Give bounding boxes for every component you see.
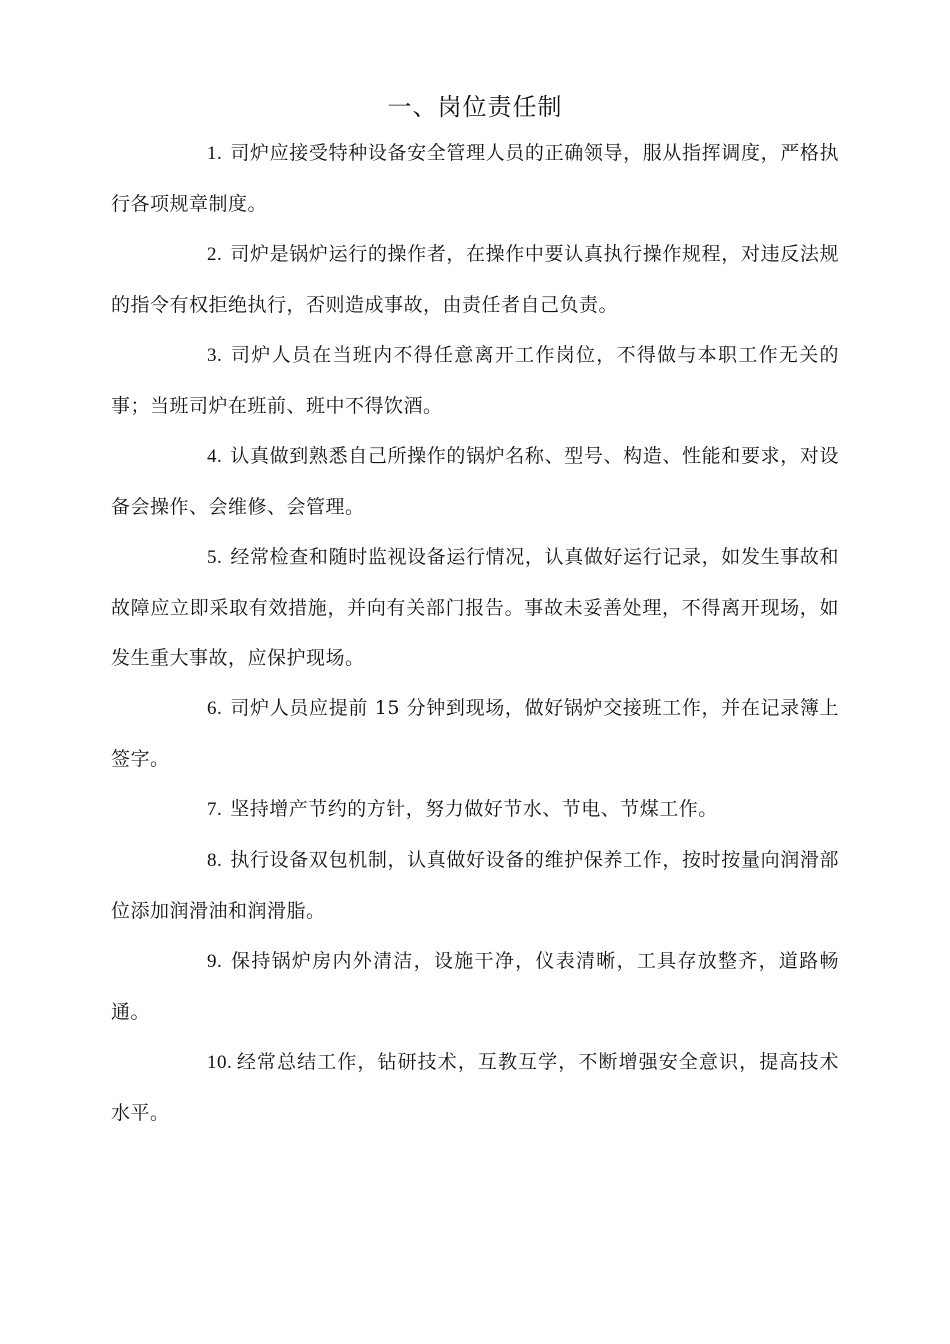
list-item xyxy=(111,229,839,330)
item-text: 坚持增产节约的方针，努力做好节水、节电、节煤工作。 xyxy=(230,798,718,820)
page-title: 一、岗位责任制 xyxy=(387,93,563,121)
item-number: 3. xyxy=(207,345,223,366)
document-page xyxy=(111,90,839,1138)
item-text: 经常总结工作，钻研技术，互教互学，不断增强安全意识，提高技术水平。 xyxy=(111,1051,839,1124)
list-item xyxy=(111,784,839,835)
item-number: 4. xyxy=(207,446,223,467)
item-number: 5. xyxy=(207,547,223,568)
item-text: 经常检查和随时监视设备运行情况，认真做好运行记录，如发生事故和故障应立即采取有效措施，并向有关部门报告。事故未妥善处理，不得离开现场，如发生重大事故，应保护现场。 xyxy=(111,546,839,669)
list-item xyxy=(111,936,839,1037)
item-number: 6. xyxy=(207,698,223,719)
list-item xyxy=(111,835,839,936)
item-number: 10. xyxy=(207,1052,233,1073)
list-item xyxy=(111,683,839,784)
item-text: 司炉人员应提前 15 分钟到现场，做好锅炉交接班工作，并在记录簿上签字。 xyxy=(111,697,839,770)
item-text: 司炉人员在当班内不得任意离开工作岗位，不得做与本职工作无关的事；当班司炉在班前、班中不得饮酒。 xyxy=(111,344,839,417)
item-text: 保持锅炉房内外清洁，设施干净，仪表清晰，工具存放整齐，道路畅通。 xyxy=(111,950,839,1023)
item-text: 司炉应接受特种设备安全管理人员的正确领导，服从指挥调度，严格执行各项规章制度。 xyxy=(111,142,839,215)
item-number: 8. xyxy=(207,850,223,871)
list-item xyxy=(111,431,839,532)
list-item xyxy=(111,532,839,683)
item-number: 7. xyxy=(207,799,223,820)
item-text: 认真做到熟悉自己所操作的锅炉名称、型号、构造、性能和要求，对设备会操作、会维修、会管理。 xyxy=(111,445,839,518)
list-item xyxy=(111,128,839,229)
item-text: 司炉是锅炉运行的操作者，在操作中要认真执行操作规程，对违反法规的指令有权拒绝执行，否则造成事故，由责任者自己负责。 xyxy=(111,243,839,316)
item-text: 执行设备双包机制，认真做好设备的维护保养工作，按时按量向润滑部位添加润滑油和润滑脂。 xyxy=(111,849,839,922)
item-number: 9. xyxy=(207,951,223,972)
list-item xyxy=(111,1037,839,1138)
item-number: 2. xyxy=(207,244,223,265)
item-number: 1. xyxy=(207,143,223,164)
list-item xyxy=(111,330,839,431)
